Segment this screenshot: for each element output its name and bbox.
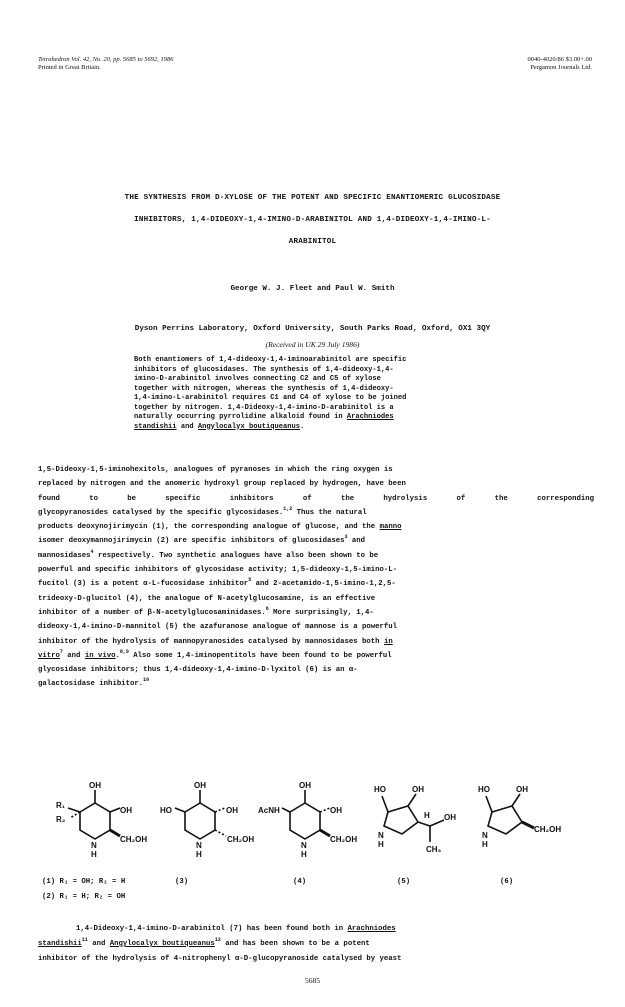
structure-1-2: [68, 790, 120, 839]
page-number: 5685: [305, 976, 320, 985]
atom-n: N: [378, 831, 384, 840]
abstract-line: together with nitrogen, whereas the synthesis of 1,4-dideoxy-: [134, 384, 394, 393]
species-name: standishii: [134, 422, 177, 431]
species-name: Angylocalyx boutiqueanus: [109, 940, 215, 948]
atom-ch3: CH₃: [426, 845, 442, 854]
compound-5-label: (5): [397, 878, 411, 886]
atom-h: H: [91, 850, 97, 859]
atom-h: H: [301, 850, 307, 859]
compound-6-label: (6): [500, 878, 514, 886]
abstract-line: 1,4-imino-L-arabinitol requires C1 and C4 of xylose to be joined: [134, 394, 407, 402]
body-text: glycopyranosides catalysed by the specific glycosidases.: [38, 508, 284, 517]
atom-oh: OH: [516, 785, 528, 794]
citation-ref: 1,2: [283, 505, 293, 512]
atom-n: N: [196, 841, 202, 850]
body-line: inhibitor of the hydrolysis of 4-nitrophenyl α-D-glucopyranoside catalysed by yeast: [38, 955, 402, 963]
body-text: inhibitor of the hydrolysis of mannopyranosides catalysed by mannosidases both: [38, 637, 384, 646]
atom-oh: OH: [330, 806, 342, 815]
atom-n: N: [301, 841, 307, 850]
paper-authors: George W. J. Fleet and Paul W. Smith: [230, 285, 395, 293]
body-text: Thus the natural: [292, 508, 367, 517]
body-text: inhibitor of a number of β-N-acetylglucosaminidases.: [38, 608, 266, 617]
body-line: trideoxy-D-glucitol (4), the analogue of N-acetylglucosamine, is an effective: [38, 594, 376, 603]
body-line: [38, 577, 594, 591]
abstract: [134, 356, 494, 432]
citation-ref: 12: [214, 937, 221, 943]
body-line: [38, 506, 594, 520]
body-paragraph-1: [38, 463, 594, 692]
body-text: Also some 1,4-iminopentitols have been found to be powerful: [128, 651, 392, 660]
atom-h: H: [378, 840, 384, 849]
abstract-line: [134, 413, 494, 423]
atom-oh: OH: [226, 806, 238, 815]
citation-ref: 11: [81, 937, 88, 943]
citation-ref: 10: [143, 677, 150, 684]
body-text: mannosidases: [38, 551, 91, 560]
atom-ch2oh: CH₂OH: [534, 825, 562, 834]
body-text: isomer deoxymannojirimycin (2) are specific inhibitors of glucosidases: [38, 537, 345, 546]
abstract-line: together by nitrogen. 1,4-Dideoxy-1,4-imino-D-arabinitol is a: [134, 403, 394, 412]
compound-1-label: (1) R₁ = OH; R₂ = H: [42, 878, 126, 886]
body-paragraph-2: [38, 922, 594, 967]
journal-price: [380, 56, 592, 72]
body-text: and: [347, 537, 366, 546]
structure-3: [175, 790, 226, 839]
atom-r2: R₂: [56, 815, 66, 824]
body-line: powerful and specific inhibitors of glycosidase activity; 1,5-dideoxy-1,5-imino-L-: [38, 566, 398, 575]
structure-6: [486, 794, 534, 834]
citation-ref: 8,9: [119, 648, 129, 655]
emphasis-term: in vivo: [84, 651, 116, 660]
body-line: glycosidase inhibitors; thus 1,4-dideoxy-1,4-imino-D-lyxitol (6) is an α-: [38, 666, 358, 675]
body-line: [38, 549, 594, 563]
citation-ref: 6: [265, 605, 269, 612]
body-text: products deoxynojirimycin (1), the corresponding analogue of glucose, and the: [38, 523, 380, 532]
atom-ho: HO: [478, 785, 490, 794]
species-name: standishii: [38, 940, 82, 948]
abstract-text: and: [176, 422, 198, 431]
received-date: (Received in UK 29 July 1986): [265, 340, 360, 349]
citation-ref: 4: [90, 548, 94, 555]
abstract-line: inhibitors of glucosidases. The synthesis of 1,4-dideoxy-1,4-: [134, 365, 394, 374]
abstract-text: naturally occurring pyrrolidine alkaloid found in: [134, 413, 347, 421]
compound-3-label: (3): [175, 878, 189, 886]
atom-h: H: [482, 840, 488, 849]
paper-affiliation: Dyson Perrins Laboratory, Oxford University, South Parks Road, Oxford, OX1 3QY: [134, 325, 491, 333]
atom-oh: OH: [120, 806, 132, 815]
paper-title-line3: ARABINITOL: [288, 238, 337, 246]
structure-5: [382, 794, 444, 842]
species-name: Arachniodes: [346, 413, 394, 421]
body-text: fucitol (3) is a potent α-L-fucosidase inhibitor: [38, 580, 249, 589]
body-text: 1,4-Dideoxy-1,4-imino-D-arabinitol (7) has been found both in: [76, 925, 348, 933]
atom-ch2oh: CH₂OH: [227, 835, 255, 844]
body-line: [38, 520, 594, 534]
abstract-line: Both enantiomers of 1,4-dideoxy-1,4-iminoarabinitol are specific: [134, 356, 407, 364]
body-line: [38, 635, 594, 649]
journal-publisher-line: Pergamon Journals Ltd.: [530, 64, 592, 71]
atom-oh: OH: [89, 781, 101, 790]
abstract-line: imino-D-arabinitol involves connecting C2 and C5 of xylose: [134, 375, 381, 383]
body-line: [38, 937, 594, 952]
atom-r1: R₁: [56, 801, 66, 810]
atom-n: N: [482, 831, 488, 840]
body-line: vitro$^7$ and in vivo.$^{8,9}$ Also some 1,4-iminopentitols have been found to be powerful: [38, 648, 392, 660]
species-name: Angylocalyx boutiqueanus: [197, 422, 301, 431]
body-line: [38, 677, 594, 691]
chemical-structures-figure: [0, 770, 625, 885]
body-line: replaced by nitrogen and the anomeric hydroxyl group replaced by hydrogen, have been: [38, 480, 406, 489]
atom-ch2oh: CH₂OH: [330, 835, 358, 844]
journal-price-line1: 0040-4020/86 $3.00+.00: [527, 56, 592, 63]
atom-oh: OH: [299, 781, 311, 790]
atom-oh: OH: [194, 781, 206, 790]
paper-title-line1: THE SYNTHESIS FROM D-XYLOSE OF THE POTENT AND SPECIFIC ENANTIOMERIC GLUCOSIDASE: [124, 194, 501, 202]
body-line: [38, 922, 594, 937]
emphasis-term: vitro: [38, 651, 60, 660]
atom-n: N: [91, 841, 97, 850]
abstract-text: .: [300, 422, 305, 431]
citation-ref: 7: [59, 648, 63, 655]
species-name: Arachniodes: [347, 925, 396, 933]
body-line: 1,5-Dideoxy-1,5-iminohexitols, analogues of pyranoses in which the ring oxygen is: [38, 466, 393, 474]
atom-h: H: [424, 811, 430, 820]
atom-ho: HO: [374, 785, 386, 794]
atom-oh: OH: [412, 785, 424, 794]
compound-2-label: (2) R₁ = H; R₂ = OH: [42, 893, 126, 901]
body-text: and has been shown to be a potent: [220, 940, 370, 948]
compound-4-label: (4): [293, 878, 307, 886]
citation-ref: 3: [344, 534, 348, 541]
journal-print-line: Printed in Great Britain.: [38, 64, 101, 71]
body-text: More surprisingly, 1,4-: [268, 608, 374, 617]
body-text: and 2-acetamido-1,5-imino-1,2,5-: [251, 580, 396, 589]
atom-ch2oh: CH₂OH: [120, 835, 148, 844]
body-text: galactosidase inhibitor.: [38, 680, 144, 689]
body-line: [38, 606, 594, 620]
atom-oh: OH: [444, 813, 456, 822]
journal-citation-line1: Tetrahedron Vol. 42, No. 20, pp. 5685 to 5692, 1986: [38, 56, 174, 63]
body-text: respectively. Two synthetic analogues have also been shown to be: [93, 551, 379, 560]
journal-citation: [38, 56, 278, 72]
emphasis-term: manno: [379, 523, 402, 532]
body-text: and: [87, 940, 110, 948]
atom-acnh: AcNH: [258, 806, 280, 815]
body-text: and: [62, 651, 85, 660]
emphasis-term: in: [383, 637, 393, 646]
body-line: dideoxy-1,4-imino-D-mannitol (5) the azafuranose analogue of mannose is a powerful: [38, 623, 398, 632]
body-line: [38, 534, 594, 548]
paper-title-line2: INHIBITORS, 1,4-DIDEOXY-1,4-IMINO-D-ARABINITOL AND 1,4-DIDEOXY-1,4-IMINO-L-: [134, 216, 491, 224]
abstract-line: [134, 423, 494, 433]
atom-h: H: [196, 850, 202, 859]
body-line: found to be specific inhibitors of the hydrolysis of the corresponding: [38, 494, 594, 503]
citation-ref: 5: [248, 577, 252, 584]
atom-ho: HO: [160, 806, 172, 815]
structure-4: [282, 790, 330, 839]
